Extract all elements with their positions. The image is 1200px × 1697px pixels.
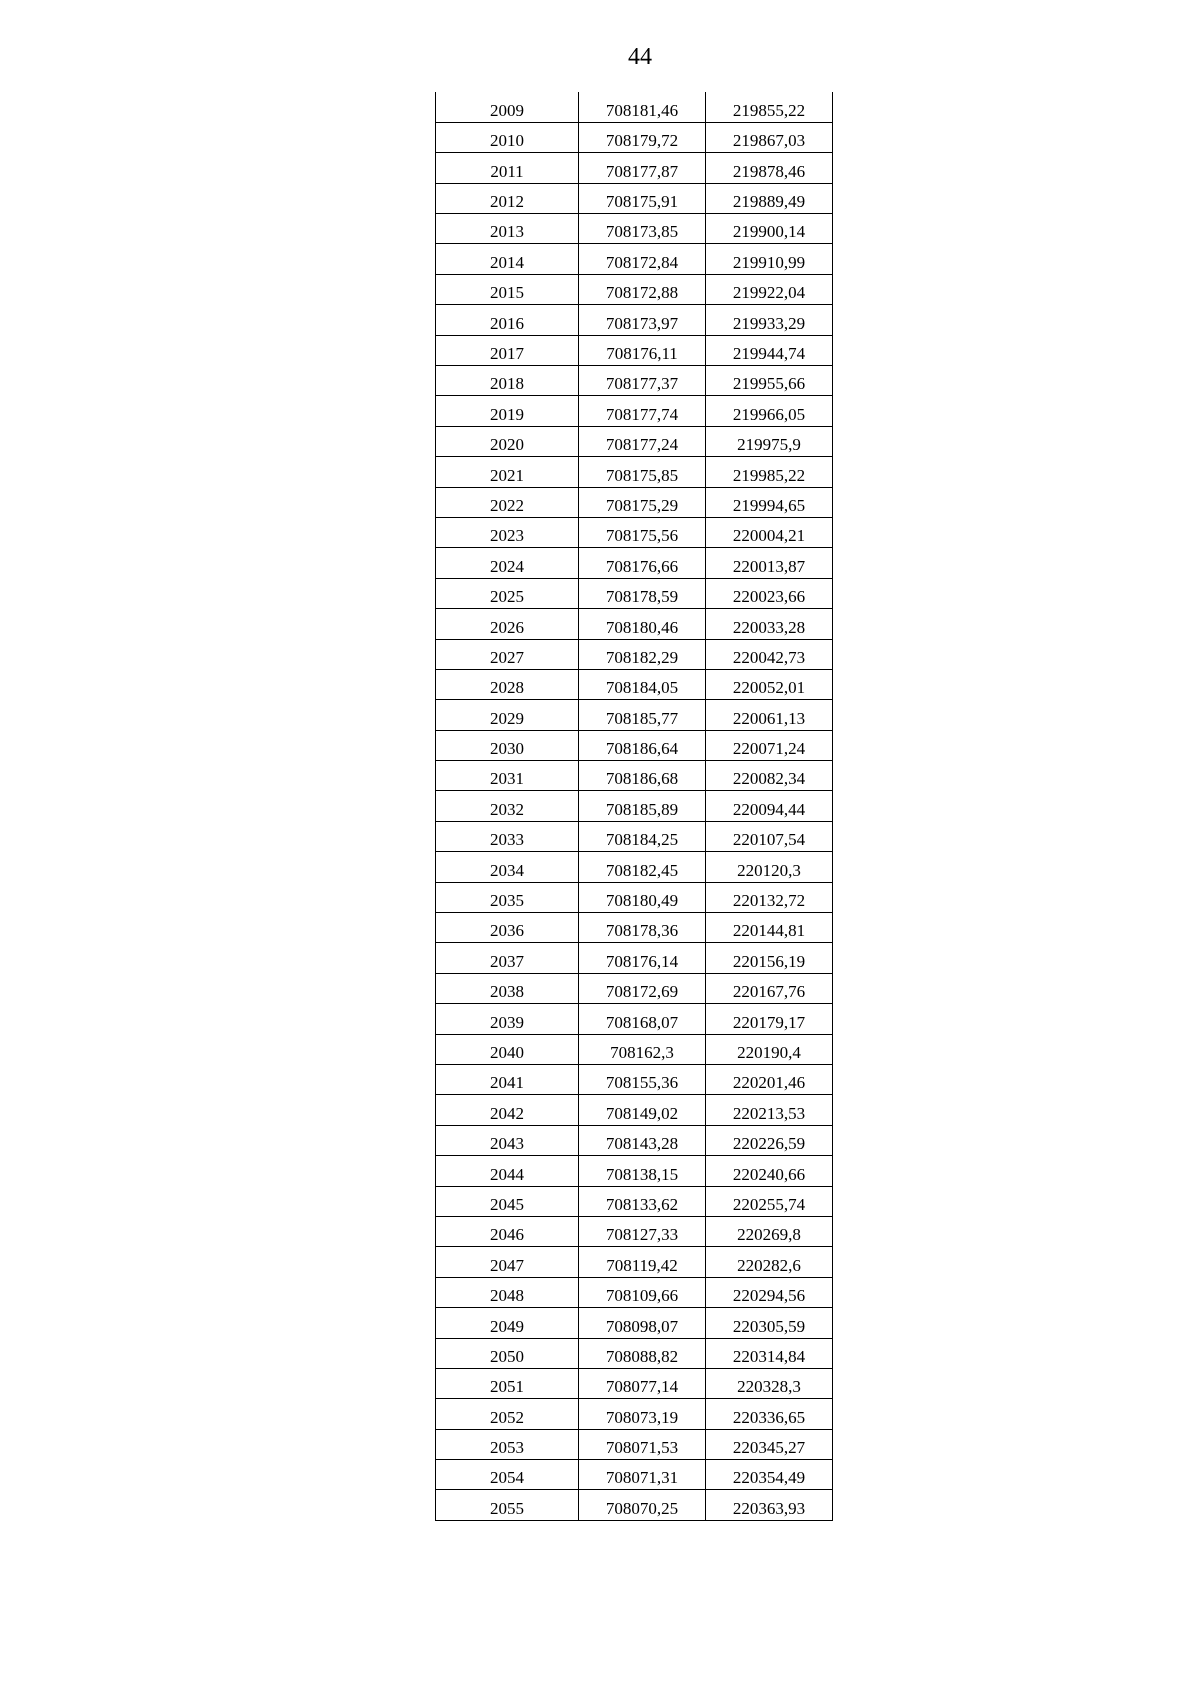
point-number-cell: 2053 bbox=[436, 1429, 579, 1459]
point-number-cell: 2029 bbox=[436, 700, 579, 730]
x-coordinate-cell: 708073,19 bbox=[579, 1399, 706, 1429]
point-number-cell: 2041 bbox=[436, 1065, 579, 1095]
x-coordinate-cell: 708178,36 bbox=[579, 913, 706, 943]
x-coordinate-cell: 708175,29 bbox=[579, 487, 706, 517]
point-number-cell: 2010 bbox=[436, 122, 579, 152]
table-row bbox=[436, 1460, 833, 1490]
y-coordinate-cell: 220328,3 bbox=[706, 1368, 833, 1398]
table-row bbox=[436, 1368, 833, 1398]
table-row bbox=[436, 1156, 833, 1186]
x-coordinate-cell: 708182,45 bbox=[579, 852, 706, 882]
point-number-cell: 2017 bbox=[436, 335, 579, 365]
coordinates-table-body bbox=[436, 92, 833, 1520]
point-number-cell: 2030 bbox=[436, 730, 579, 760]
x-coordinate-cell: 708077,14 bbox=[579, 1368, 706, 1398]
x-coordinate-cell: 708175,56 bbox=[579, 517, 706, 547]
table-row bbox=[436, 396, 833, 426]
x-coordinate-cell: 708172,69 bbox=[579, 973, 706, 1003]
y-coordinate-cell: 219855,22 bbox=[706, 92, 833, 122]
table-row bbox=[436, 1216, 833, 1246]
y-coordinate-cell: 220042,73 bbox=[706, 639, 833, 669]
point-number-cell: 2037 bbox=[436, 943, 579, 973]
point-number-cell: 2014 bbox=[436, 244, 579, 274]
table-row bbox=[436, 1034, 833, 1064]
point-number-cell: 2042 bbox=[436, 1095, 579, 1125]
y-coordinate-cell: 220132,72 bbox=[706, 882, 833, 912]
y-coordinate-cell: 220213,53 bbox=[706, 1095, 833, 1125]
y-coordinate-cell: 220294,56 bbox=[706, 1277, 833, 1307]
point-number-cell: 2024 bbox=[436, 548, 579, 578]
x-coordinate-cell: 708088,82 bbox=[579, 1338, 706, 1368]
table-row bbox=[436, 1308, 833, 1338]
table-row bbox=[436, 487, 833, 517]
point-number-cell: 2009 bbox=[436, 92, 579, 122]
table-row bbox=[436, 730, 833, 760]
y-coordinate-cell: 220345,27 bbox=[706, 1429, 833, 1459]
x-coordinate-cell: 708177,24 bbox=[579, 426, 706, 456]
point-number-cell: 2047 bbox=[436, 1247, 579, 1277]
x-coordinate-cell: 708184,05 bbox=[579, 669, 706, 699]
x-coordinate-cell: 708071,31 bbox=[579, 1460, 706, 1490]
table-row bbox=[436, 274, 833, 304]
x-coordinate-cell: 708172,88 bbox=[579, 274, 706, 304]
table-row bbox=[436, 761, 833, 791]
point-number-cell: 2038 bbox=[436, 973, 579, 1003]
table-row bbox=[436, 1065, 833, 1095]
x-coordinate-cell: 708178,59 bbox=[579, 578, 706, 608]
point-number-cell: 2051 bbox=[436, 1368, 579, 1398]
x-coordinate-cell: 708143,28 bbox=[579, 1125, 706, 1155]
y-coordinate-cell: 219966,05 bbox=[706, 396, 833, 426]
y-coordinate-cell: 220240,66 bbox=[706, 1156, 833, 1186]
x-coordinate-cell: 708133,62 bbox=[579, 1186, 706, 1216]
point-number-cell: 2011 bbox=[436, 153, 579, 183]
y-coordinate-cell: 220120,3 bbox=[706, 852, 833, 882]
x-coordinate-cell: 708177,74 bbox=[579, 396, 706, 426]
x-coordinate-cell: 708175,91 bbox=[579, 183, 706, 213]
y-coordinate-cell: 220144,81 bbox=[706, 913, 833, 943]
y-coordinate-cell: 219889,49 bbox=[706, 183, 833, 213]
point-number-cell: 2013 bbox=[436, 214, 579, 244]
y-coordinate-cell: 219975,9 bbox=[706, 426, 833, 456]
y-coordinate-cell: 220190,4 bbox=[706, 1034, 833, 1064]
y-coordinate-cell: 220282,6 bbox=[706, 1247, 833, 1277]
x-coordinate-cell: 708180,49 bbox=[579, 882, 706, 912]
table-row bbox=[436, 1186, 833, 1216]
y-coordinate-cell: 220336,65 bbox=[706, 1399, 833, 1429]
table-row bbox=[436, 335, 833, 365]
point-number-cell: 2046 bbox=[436, 1216, 579, 1246]
point-number-cell: 2026 bbox=[436, 609, 579, 639]
x-coordinate-cell: 708149,02 bbox=[579, 1095, 706, 1125]
point-number-cell: 2020 bbox=[436, 426, 579, 456]
point-number-cell: 2048 bbox=[436, 1277, 579, 1307]
x-coordinate-cell: 708180,46 bbox=[579, 609, 706, 639]
y-coordinate-cell: 219955,66 bbox=[706, 366, 833, 396]
point-number-cell: 2021 bbox=[436, 457, 579, 487]
y-coordinate-cell: 220269,8 bbox=[706, 1216, 833, 1246]
x-coordinate-cell: 708098,07 bbox=[579, 1308, 706, 1338]
y-coordinate-cell: 220156,19 bbox=[706, 943, 833, 973]
table-row bbox=[436, 791, 833, 821]
x-coordinate-cell: 708179,72 bbox=[579, 122, 706, 152]
table-row bbox=[436, 882, 833, 912]
y-coordinate-cell: 220363,93 bbox=[706, 1490, 833, 1520]
table-row bbox=[436, 1004, 833, 1034]
table-row bbox=[436, 1490, 833, 1520]
x-coordinate-cell: 708185,77 bbox=[579, 700, 706, 730]
point-number-cell: 2023 bbox=[436, 517, 579, 547]
point-number-cell: 2025 bbox=[436, 578, 579, 608]
y-coordinate-cell: 219933,29 bbox=[706, 305, 833, 335]
table-row bbox=[436, 852, 833, 882]
x-coordinate-cell: 708186,68 bbox=[579, 761, 706, 791]
y-coordinate-cell: 219867,03 bbox=[706, 122, 833, 152]
point-number-cell: 2043 bbox=[436, 1125, 579, 1155]
y-coordinate-cell: 220033,28 bbox=[706, 609, 833, 639]
x-coordinate-cell: 708176,11 bbox=[579, 335, 706, 365]
point-number-cell: 2049 bbox=[436, 1308, 579, 1338]
y-coordinate-cell: 220004,21 bbox=[706, 517, 833, 547]
point-number-cell: 2035 bbox=[436, 882, 579, 912]
table-row bbox=[436, 639, 833, 669]
coordinates-table bbox=[435, 92, 833, 1521]
table-row bbox=[436, 1277, 833, 1307]
table-row bbox=[436, 183, 833, 213]
y-coordinate-cell: 219910,99 bbox=[706, 244, 833, 274]
table-row bbox=[436, 578, 833, 608]
table-row bbox=[436, 821, 833, 851]
x-coordinate-cell: 708119,42 bbox=[579, 1247, 706, 1277]
table-row bbox=[436, 913, 833, 943]
x-coordinate-cell: 708173,97 bbox=[579, 305, 706, 335]
table-row bbox=[436, 1095, 833, 1125]
table-row bbox=[436, 669, 833, 699]
point-number-cell: 2033 bbox=[436, 821, 579, 851]
point-number-cell: 2019 bbox=[436, 396, 579, 426]
x-coordinate-cell: 708175,85 bbox=[579, 457, 706, 487]
x-coordinate-cell: 708138,15 bbox=[579, 1156, 706, 1186]
table-row bbox=[436, 973, 833, 1003]
table-row bbox=[436, 426, 833, 456]
point-number-cell: 2054 bbox=[436, 1460, 579, 1490]
table-row bbox=[436, 305, 833, 335]
y-coordinate-cell: 219878,46 bbox=[706, 153, 833, 183]
y-coordinate-cell: 219944,74 bbox=[706, 335, 833, 365]
x-coordinate-cell: 708182,29 bbox=[579, 639, 706, 669]
x-coordinate-cell: 708186,64 bbox=[579, 730, 706, 760]
y-coordinate-cell: 220201,46 bbox=[706, 1065, 833, 1095]
x-coordinate-cell: 708168,07 bbox=[579, 1004, 706, 1034]
point-number-cell: 2044 bbox=[436, 1156, 579, 1186]
x-coordinate-cell: 708185,89 bbox=[579, 791, 706, 821]
table-row bbox=[436, 366, 833, 396]
table-row bbox=[436, 943, 833, 973]
y-coordinate-cell: 220354,49 bbox=[706, 1460, 833, 1490]
table-row bbox=[436, 1429, 833, 1459]
page-number: 44 bbox=[628, 44, 652, 70]
table-row bbox=[436, 700, 833, 730]
point-number-cell: 2022 bbox=[436, 487, 579, 517]
y-coordinate-cell: 220255,74 bbox=[706, 1186, 833, 1216]
x-coordinate-cell: 708173,85 bbox=[579, 214, 706, 244]
point-number-cell: 2012 bbox=[436, 183, 579, 213]
y-coordinate-cell: 219985,22 bbox=[706, 457, 833, 487]
x-coordinate-cell: 708155,36 bbox=[579, 1065, 706, 1095]
point-number-cell: 2045 bbox=[436, 1186, 579, 1216]
table-row bbox=[436, 1399, 833, 1429]
x-coordinate-cell: 708071,53 bbox=[579, 1429, 706, 1459]
point-number-cell: 2016 bbox=[436, 305, 579, 335]
table-row bbox=[436, 609, 833, 639]
y-coordinate-cell: 220094,44 bbox=[706, 791, 833, 821]
y-coordinate-cell: 220314,84 bbox=[706, 1338, 833, 1368]
point-number-cell: 2034 bbox=[436, 852, 579, 882]
y-coordinate-cell: 219994,65 bbox=[706, 487, 833, 517]
y-coordinate-cell: 220013,87 bbox=[706, 548, 833, 578]
table-row bbox=[436, 92, 833, 122]
y-coordinate-cell: 219922,04 bbox=[706, 274, 833, 304]
y-coordinate-cell: 220052,01 bbox=[706, 669, 833, 699]
y-coordinate-cell: 220107,54 bbox=[706, 821, 833, 851]
x-coordinate-cell: 708162,3 bbox=[579, 1034, 706, 1064]
point-number-cell: 2036 bbox=[436, 913, 579, 943]
point-number-cell: 2040 bbox=[436, 1034, 579, 1064]
point-number-cell: 2018 bbox=[436, 366, 579, 396]
table-row bbox=[436, 1247, 833, 1277]
table-row bbox=[436, 214, 833, 244]
point-number-cell: 2027 bbox=[436, 639, 579, 669]
x-coordinate-cell: 708070,25 bbox=[579, 1490, 706, 1520]
table-row bbox=[436, 244, 833, 274]
table-row bbox=[436, 457, 833, 487]
table-row bbox=[436, 1338, 833, 1368]
point-number-cell: 2039 bbox=[436, 1004, 579, 1034]
x-coordinate-cell: 708172,84 bbox=[579, 244, 706, 274]
y-coordinate-cell: 220071,24 bbox=[706, 730, 833, 760]
x-coordinate-cell: 708176,66 bbox=[579, 548, 706, 578]
x-coordinate-cell: 708177,37 bbox=[579, 366, 706, 396]
point-number-cell: 2052 bbox=[436, 1399, 579, 1429]
point-number-cell: 2015 bbox=[436, 274, 579, 304]
y-coordinate-cell: 220167,76 bbox=[706, 973, 833, 1003]
x-coordinate-cell: 708184,25 bbox=[579, 821, 706, 851]
y-coordinate-cell: 220179,17 bbox=[706, 1004, 833, 1034]
y-coordinate-cell: 220226,59 bbox=[706, 1125, 833, 1155]
y-coordinate-cell: 219900,14 bbox=[706, 214, 833, 244]
point-number-cell: 2050 bbox=[436, 1338, 579, 1368]
table-row bbox=[436, 1125, 833, 1155]
y-coordinate-cell: 220061,13 bbox=[706, 700, 833, 730]
x-coordinate-cell: 708127,33 bbox=[579, 1216, 706, 1246]
x-coordinate-cell: 708181,46 bbox=[579, 92, 706, 122]
x-coordinate-cell: 708177,87 bbox=[579, 153, 706, 183]
table-row bbox=[436, 122, 833, 152]
table-row bbox=[436, 517, 833, 547]
y-coordinate-cell: 220023,66 bbox=[706, 578, 833, 608]
y-coordinate-cell: 220305,59 bbox=[706, 1308, 833, 1338]
table-row bbox=[436, 153, 833, 183]
point-number-cell: 2028 bbox=[436, 669, 579, 699]
y-coordinate-cell: 220082,34 bbox=[706, 761, 833, 791]
table-row bbox=[436, 548, 833, 578]
point-number-cell: 2031 bbox=[436, 761, 579, 791]
x-coordinate-cell: 708176,14 bbox=[579, 943, 706, 973]
x-coordinate-cell: 708109,66 bbox=[579, 1277, 706, 1307]
point-number-cell: 2032 bbox=[436, 791, 579, 821]
point-number-cell: 2055 bbox=[436, 1490, 579, 1520]
